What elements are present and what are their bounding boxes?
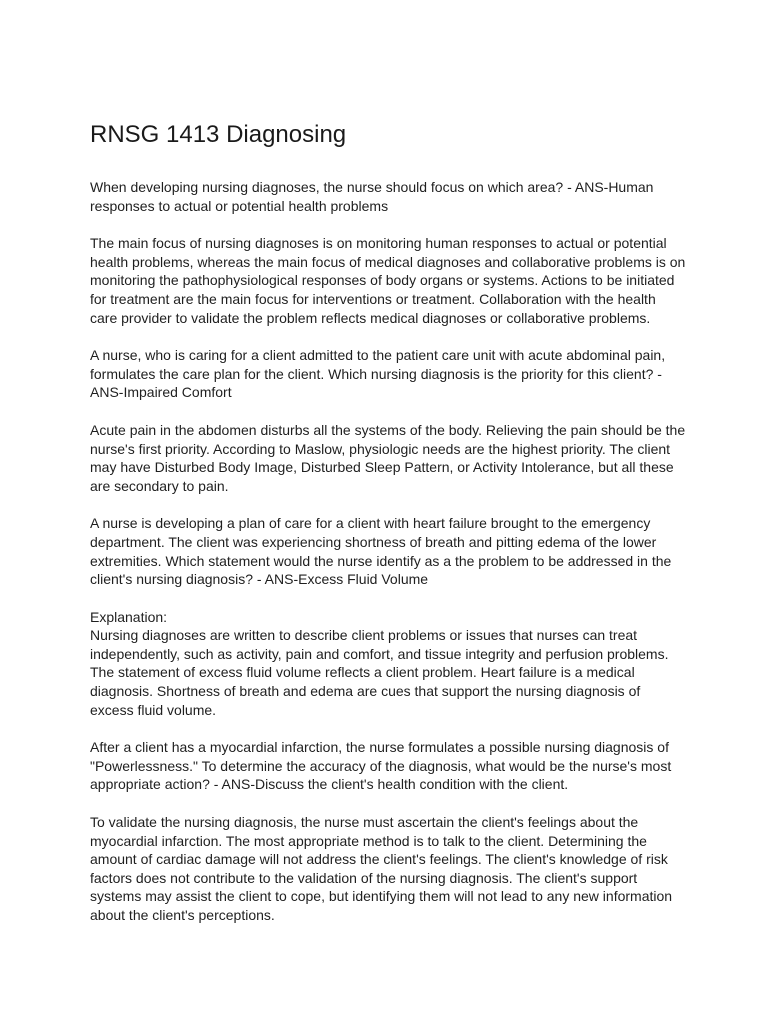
text-line: Acute pain in the abdomen disturbs all the systems of the body. Relieving the pain should be the	[90, 421, 686, 438]
text-line: After a client has a myocardial infarction, the nurse formulates a possible nursing diagnosis of	[90, 739, 669, 756]
text-line: excess fluid volume.	[90, 701, 217, 718]
paragraph	[90, 608, 690, 720]
text-line: responses to actual or potential health problems	[90, 197, 389, 214]
text-line: factors does not contribute to the validation of the nursing diagnosis. The client's support	[90, 869, 638, 886]
text-line: client's nursing diagnosis? - ANS-Excess Fluid Volume	[90, 571, 429, 588]
text-line: A nurse, who is caring for a client admitted to the patient care unit with acute abdominal pain,	[90, 347, 666, 364]
document-body	[90, 178, 690, 944]
paragraph	[90, 813, 690, 925]
text-line: may have Disturbed Body Image, Disturbed Sleep Pattern, or Activity Intolerance, but all these	[90, 459, 674, 476]
text-line: health problems, whereas the main focus of medical diagnoses and collaborative problems is on	[90, 253, 686, 270]
text-line: formulates the care plan for the client. Which nursing diagnosis is the priority for this client? -	[90, 365, 662, 382]
text-line: myocardial infarction. The most appropriate method is to talk to the client. Determining the	[90, 832, 647, 849]
text-line: independently, such as activity, pain and comfort, and tissue integrity and perfusion problems.	[90, 645, 669, 662]
text-line: nurse's first priority. According to Maslow, physiologic needs are the highest priority. The client	[90, 440, 671, 457]
text-line: extremities. Which statement would the nurse identify as a the problem to be addressed in the	[90, 552, 672, 569]
text-line: The statement of excess fluid volume reflects a client problem. Heart failure is a medical	[90, 664, 635, 681]
paragraph	[90, 178, 690, 215]
paragraph	[90, 234, 690, 327]
document-title: RNSG 1413 Diagnosing	[90, 121, 347, 148]
text-line: amount of cardiac damage will not address the client's feelings. The client's knowledge of risk	[90, 851, 668, 868]
paragraph	[90, 514, 690, 588]
text-line: about the client's perceptions.	[90, 907, 275, 923]
text-line: diagnosis. Shortness of breath and edema are cues that support the nursing diagnosis of	[90, 683, 641, 700]
text-line: Nursing diagnoses are written to describe client problems or issues that nurses can treat	[90, 627, 638, 644]
paragraph	[90, 346, 690, 402]
text-line: To validate the nursing diagnosis, the nurse must ascertain the client's feelings about the	[90, 814, 639, 831]
text-line: monitoring the pathophysiological responses of body organs or systems. Actions to be initiated	[90, 272, 675, 289]
text-line: When developing nursing diagnoses, the nurse should focus on which area? - ANS-Human	[90, 179, 654, 195]
text-line: "Powerlessness." To determine the accuracy of the diagnosis, what would be the nurse's most	[90, 757, 672, 774]
text-line: appropriate action? - ANS-Discuss the client's health condition with the client.	[90, 776, 569, 793]
paragraph	[90, 738, 690, 794]
text-line: A nurse is developing a plan of care for a client with heart failure brought to the emergency	[90, 515, 651, 532]
paragraph	[90, 421, 690, 495]
text-line: department. The client was experiencing shortness of breath and pitting edema of the lower	[90, 533, 657, 550]
text-line: ANS-Impaired Comfort	[90, 384, 232, 401]
text-line: Explanation:	[90, 608, 168, 625]
text-line: The main focus of nursing diagnoses is on monitoring human responses to actual or potential	[90, 235, 667, 252]
text-line: systems may assist the client to cope, but identifying them will not lead to any new information	[90, 888, 673, 905]
text-line: care provider to validate the problem reflects medical diagnoses or collaborative problems.	[90, 309, 651, 326]
text-line: are secondary to pain.	[90, 477, 229, 494]
text-line: for treatment are the main focus for interventions or treatment. Collaboration with the health	[90, 290, 656, 307]
